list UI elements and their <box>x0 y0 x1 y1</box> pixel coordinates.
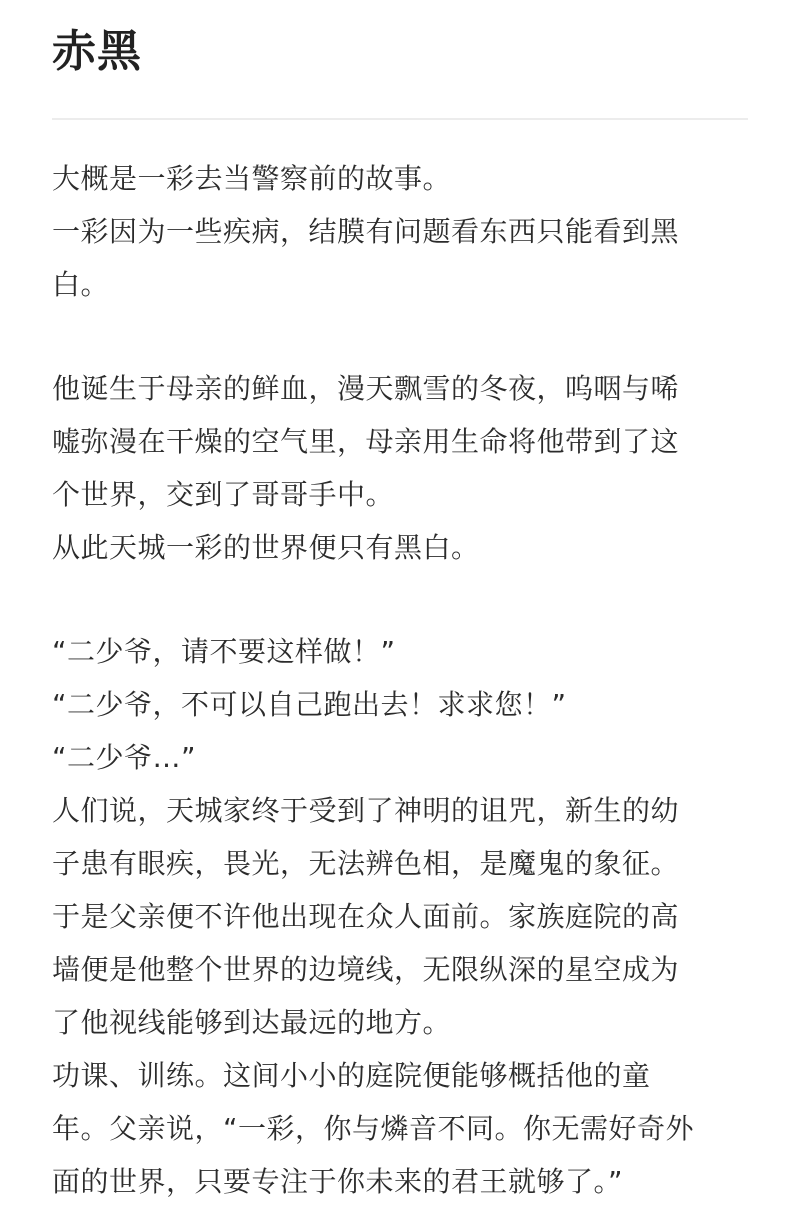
text-line: 大概是一彩去当警察前的故事。 <box>52 162 452 195</box>
text-line: 于是父亲便不许他出现在众人面前。家族庭院的高 <box>52 900 680 933</box>
text-line: 白。 <box>52 268 110 301</box>
text-line: 嘘弥漫在干燥的空气里，母亲用生命将他带到了这 <box>52 425 680 458</box>
article-title: 赤黑 <box>52 26 142 77</box>
text-line: 一彩因为一些疾病，结膜有问题看东西只能看到黑 <box>52 215 680 248</box>
text-line: 从此天城一彩的世界便只有黑白。 <box>52 531 480 564</box>
paragraph-childhood <box>52 625 748 1208</box>
paragraph-gap <box>52 574 748 625</box>
text-line: 子患有眼疾，畏光，无法辨色相，是魔鬼的象征。 <box>52 847 680 880</box>
article-body <box>52 152 748 1208</box>
text-line: 人们说，天城家终于受到了神明的诅咒，新生的幼 <box>52 794 680 827</box>
text-line: “二少爷，请不要这样做！” <box>52 635 396 668</box>
text-line: “二少爷，不可以自己跑出去！求求您！” <box>52 688 567 721</box>
paragraph-birth <box>52 362 748 574</box>
text-line: 了他视线能够到达最远的地方。 <box>52 1006 452 1039</box>
text-line: 个世界，交到了哥哥手中。 <box>52 478 395 511</box>
paragraph-intro <box>52 152 748 311</box>
text-line: 墙便是他整个世界的边境线，无限纵深的星空成为 <box>52 953 680 986</box>
text-line: 年。父亲说，“一彩，你与燐音不同。你无需好奇外 <box>52 1112 695 1145</box>
text-line: 面的世界，只要专注于你未来的君王就够了。” <box>52 1165 624 1198</box>
paragraph-gap <box>52 311 748 362</box>
title-divider <box>52 118 748 120</box>
text-line: 功课、训练。这间小小的庭院便能够概括他的童 <box>52 1059 651 1092</box>
text-line: “二少爷…” <box>52 741 197 774</box>
text-line: 他诞生于母亲的鲜血，漫天飘雪的冬夜，呜咽与唏 <box>52 372 680 405</box>
